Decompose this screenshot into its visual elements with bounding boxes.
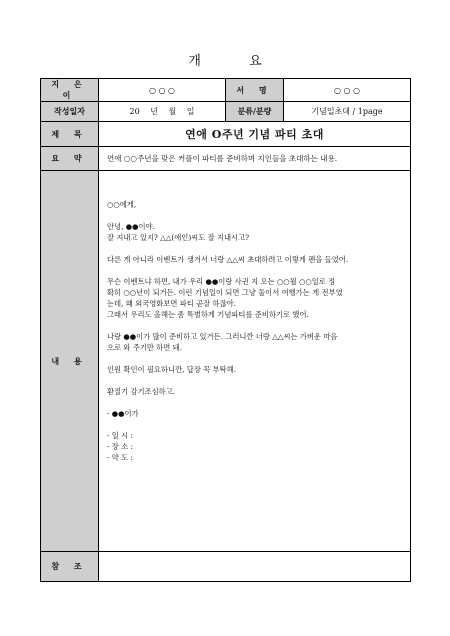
date-label: 작성일자: [41, 102, 99, 122]
detail-date: - 일 시 :: [107, 431, 133, 440]
paragraph-2-line: 그래서 우리도 올해는 좀 특별하게 기념파티를 준비하기로 했어.: [107, 310, 309, 319]
content-label: 내 용: [41, 171, 99, 552]
hello-line: 안녕, ●●이야.: [107, 222, 155, 231]
overview-table: [40, 78, 411, 582]
name-value: ○ ○ ○: [284, 79, 411, 102]
category-label: 분류/분량: [226, 102, 284, 122]
paragraph-3-line: 으로 와 주기만 하면 돼.: [107, 343, 183, 352]
author-label: 지 은 이: [41, 79, 99, 102]
greeting: ○○에게,: [107, 200, 137, 209]
content-body: [99, 171, 411, 552]
subject-label: 제 목: [41, 122, 99, 147]
page-title: 개 요: [188, 54, 284, 69]
date-value: 20 년 월 일: [99, 102, 226, 122]
category-value: 기념일초대 / 1page: [284, 102, 411, 122]
paragraph-2-line: 무슨 이벤트냐 하면, 내가 우리 ●●이랑 사귄 지 오는 ○○월 ○○일로 정: [107, 277, 336, 286]
detail-place: - 장 소 :: [107, 442, 133, 451]
summary-value: 연애 ○○주년을 맞은 커플이 파티를 준비하며 지인들을 초대하는 내용.: [99, 147, 411, 171]
detail-map: - 약 도 :: [107, 453, 133, 462]
author-value: ○ ○ ○: [99, 79, 226, 102]
paragraph-2: [107, 276, 402, 320]
hello-paragraph: [107, 221, 402, 243]
paragraph-1: 다른 게 아니라 이벤트가 생겨서 너랑 △△씨 초대하려고 이렇게 펜을 들었어.: [107, 255, 349, 264]
summary-label: 요 약: [41, 147, 99, 171]
reference-label: 참 조: [41, 552, 99, 582]
event-details: [107, 430, 402, 463]
name-label: 서 명: [226, 79, 284, 102]
signature: - ●●이가: [107, 409, 139, 418]
paragraph-4: 인원 확인이 필요하니깐, 답장 꼭 부탁해.: [107, 365, 237, 374]
reference-value: [99, 552, 411, 582]
hello-line: 잘 지내고 있지? △△(애인)씨도 잘 지내시고?: [107, 233, 250, 242]
paragraph-2-line: 확히 ○○년이 되거든. 이런 기념일이 되면 그냥 둘이서 여행가는 게 전부였: [107, 288, 343, 297]
paragraph-2-line: 는데, 왜 외국영화보면 파티 곧잘 하잖아.: [107, 299, 237, 308]
paragraph-3: [107, 331, 402, 353]
paragraph-3-line: 나랑 ●●이가 많이 준비하고 있거든. 그러니깐 너랑 △△씨는 가벼운 마음: [107, 332, 338, 341]
subject-value: 연애 O주년 기념 파티 초대: [99, 122, 411, 147]
paragraph-5: 환절기 감기조심하고.: [107, 387, 176, 396]
